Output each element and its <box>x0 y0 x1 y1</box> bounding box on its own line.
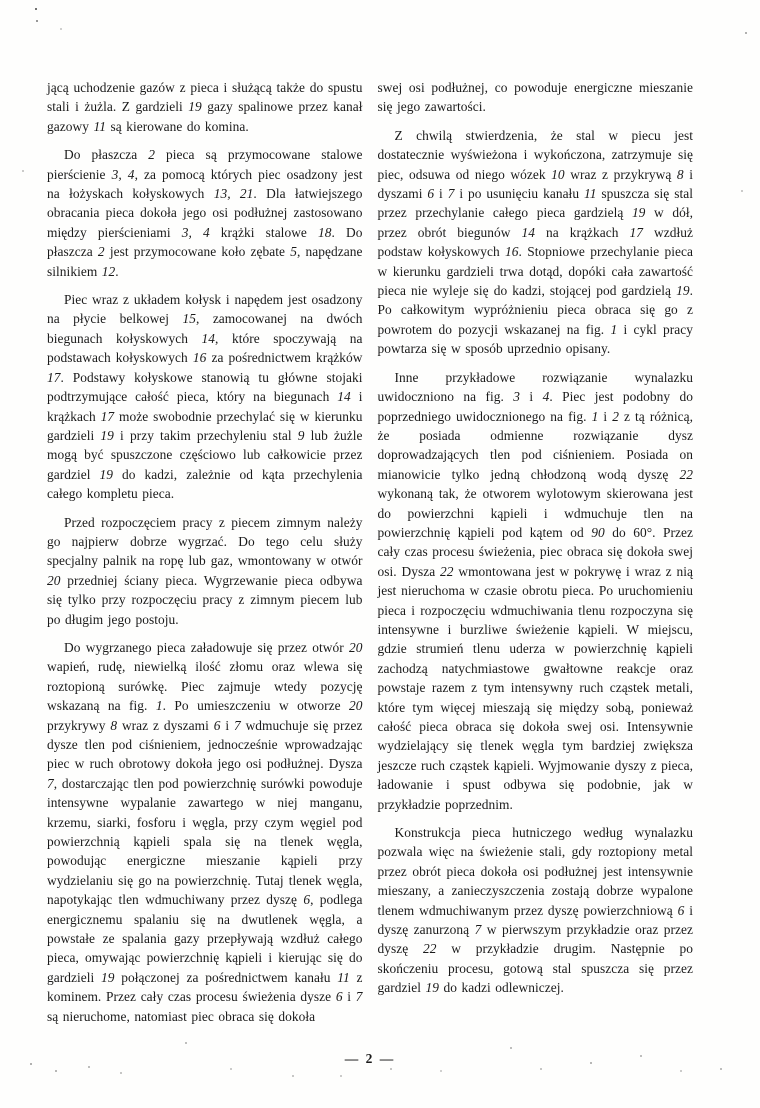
paragraph: jącą uchodzenie gazów z pieca i służącą także do spustu stali i żużla. Z gardzieli 19 gazy spalinowe przez kanał gazowy 11 są kierowane do komina. <box>47 80 363 134</box>
paragraph: swej osi podłużnej, co powoduje energiczne mieszanie się jego zawartości. <box>377 80 693 115</box>
right-column <box>378 78 694 1035</box>
page-number: — 2 — <box>344 1051 396 1067</box>
paragraph: Z chwilą stwierdzenia, że stal w piecu jest dostatecznie wyświeżona i wykończona, zatrzymuje się piec, odsuwa od niego wózek 10 wraz z przykrywą 8 i dyszami 6 i 7 i po usunięciu kanału 11 spuszcza się stal przez przechylanie całego pieca gardzielą 19 w dół, przez obrót biegunów 14 na krążkach 17 wzdłuż podstaw kołyskowych 16. Stopniowe przechylanie pieca w kierunku gardzieli trwa dotąd, dopóki cała zawartość pieca nie wyleje się do kadzi, stojącej pod gardzielą 19. Po całkowitym wypróżnieniu pieca obraca się go z powrotem do pozycji wskazanej na fig. 1 i cykl pracy powtarza się w sposób uprzednio opisany. <box>377 127 693 357</box>
left-column <box>47 78 363 1035</box>
paragraph: Do płaszcza 2 pieca są przymocowane stalowe pierścienie 3, 4, za pomocą których piec osadzony jest na łożyskach kołyskowych 13, 21. Dla łatwiejszego obracania pieca dokoła jego osi podłużnej zastosowano między pierścieniami 3, 4 krążki stalowe 18. Do płaszcza 2 jest przymocowane koło zębate 5, napędzane silnikiem 12. <box>47 147 363 279</box>
paragraph: Piec wraz z układem kołysk i napędem jest osadzony na płycie belkowej 15, zamocowanej na dwóch biegunach kołyskowych 14, które spoczywają na podstawach kołyskowych 16 za pośrednictwem krążków 17. Podstawy kołyskowe stanowią tu główne stojaki podtrzymujące całość pieca, który na biegunach 14 i krążkach 17 może swobodnie przechylać się w kierunku gardzieli 19 i przy takim przechyleniu stal 9 lub żużle mogą być spuszczone częściowo lub całkowicie przez gardziel 19 do kadzi, zależnie od kąta przechylenia całego kompletu pieca. <box>47 292 363 502</box>
two-column-layout <box>47 78 693 1035</box>
paragraph: Konstrukcja pieca hutniczego według wynalazku pozwala więc na świeżenie stali, gdy roztopiony metal przez obrót pieca dokoła osi podłużnej jest intensywnie mieszany, a zanieczyszczenia zostają dobrze wypalone tlenem wdmuchiwanym przez dyszę powierzchniową 6 i dyszę zanurzoną 7 w pierwszym przykładzie oraz przez dyszę 22 w przykładzie drugim. Następnie po skończeniu procesu, gotową stal spuszcza się przez gardziel 19 do kadzi odlewniczej. <box>377 825 693 996</box>
paragraph: Przed rozpoczęciem pracy z piecem zimnym należy go najpierw dobrze wygrzać. Do tego celu służy specjalny palnik na ropę lub gaz, wmontowany w otwór 20 przedniej ściany pieca. Wygrzewanie pieca odbywa się tylko przy rozpoczęciu pracy z zimnym piecem lub po długim jego postoju. <box>47 514 363 627</box>
text-block <box>47 78 693 1067</box>
paragraph: Inne przykładowe rozwiązanie wynalazku uwidoczniono na fig. 3 i 4. Piec jest podobny do poprzedniego uwidocznionego na fig. 1 i 2 z tą różnicą, że posiada odmienne rozwiązanie dysz doprowadzających tlen pod ciśnieniem. Posiada on mianowicie tylko jedną chłodzoną wodą dyszę 22 wykonaną tak, że otworem wylotowym skierowana jest do powierzchni kąpieli i wdmuchuje tlen na powierzchnię kąpieli pod kątem od 90 do 60°. Przez cały czas procesu świeżenia, piec obraca się dokoła swej osi. Dysza 22 wmontowana jest w pokrywę i wraz z nią jest nieruchoma w czasie obrotu pieca. Po uruchomieniu pieca i rozpoczęciu wdmuchiwania tlenu rozpoczyna się intensywne i burzliwe świeżenie kąpieli. W miejscu, gdzie strumień tlenu uderza w powierzchnię kąpieli zachodzą natychmiastowe gwałtowne reakcje oraz powstaje razem z tym intensywny ruch cząstek metali, które tym więcej mieszają się między sobą, ponieważ całość pieca obraca się dokoła swej osi. Intensywnie wydzielający się tlenek węgla tym bardziej zwiększa jeszcze ruch cząstek kąpieli. Wyjmowanie dyszy z pieca, ładowanie i spust odbywa się podobnie, jak w przykładzie poprzednim. <box>377 369 694 812</box>
scan-noise-speckles <box>0 0 2 2</box>
paragraph: Do wygrzanego pieca załadowuje się przez otwór 20 wapień, rudę, niewielką ilość złomu oraz wlewa się roztopioną surówkę. Piec zajmuje wtedy pozycję wskazaną na fig. 1. Po umieszczeniu w otworze 20 przykrywy 8 wraz z dyszami 6 i 7 wdmuchuje się przez dysze tlen pod ciśnieniem, jednocześnie wprowadzając piec w ruch obrotowy dokoła jego osi podłużnej. Dysza 7, dostarczając tlen pod powierzchnię surówki powoduje intensywne wypalanie zawartego w niej manganu, krzemu, siarki, fosforu i węgla, przy czym węgiel pod powierzchnią kąpieli spala się na tlenek węgla, powodując energiczne mieszanie kąpieli przy wydzielaniu się go na powierzchnię. Tutaj tlenek węgla, napotykając tlen wdmuchiwany przez dyszę 6, podlega energicznemu spalaniu się na dwutlenek węgla, a powstałe ze spalania gazy przepływają wzdłuż całego pieca, omywając powierzchnię kąpieli i kierując się do gardzieli 19 połączonej za pośrednictwem kanału 11 z kominem. Przez cały czas procesu świeżenia dysze 6 i 7 są nieruchome, natomiast piec obraca się dokoła <box>47 639 363 1024</box>
